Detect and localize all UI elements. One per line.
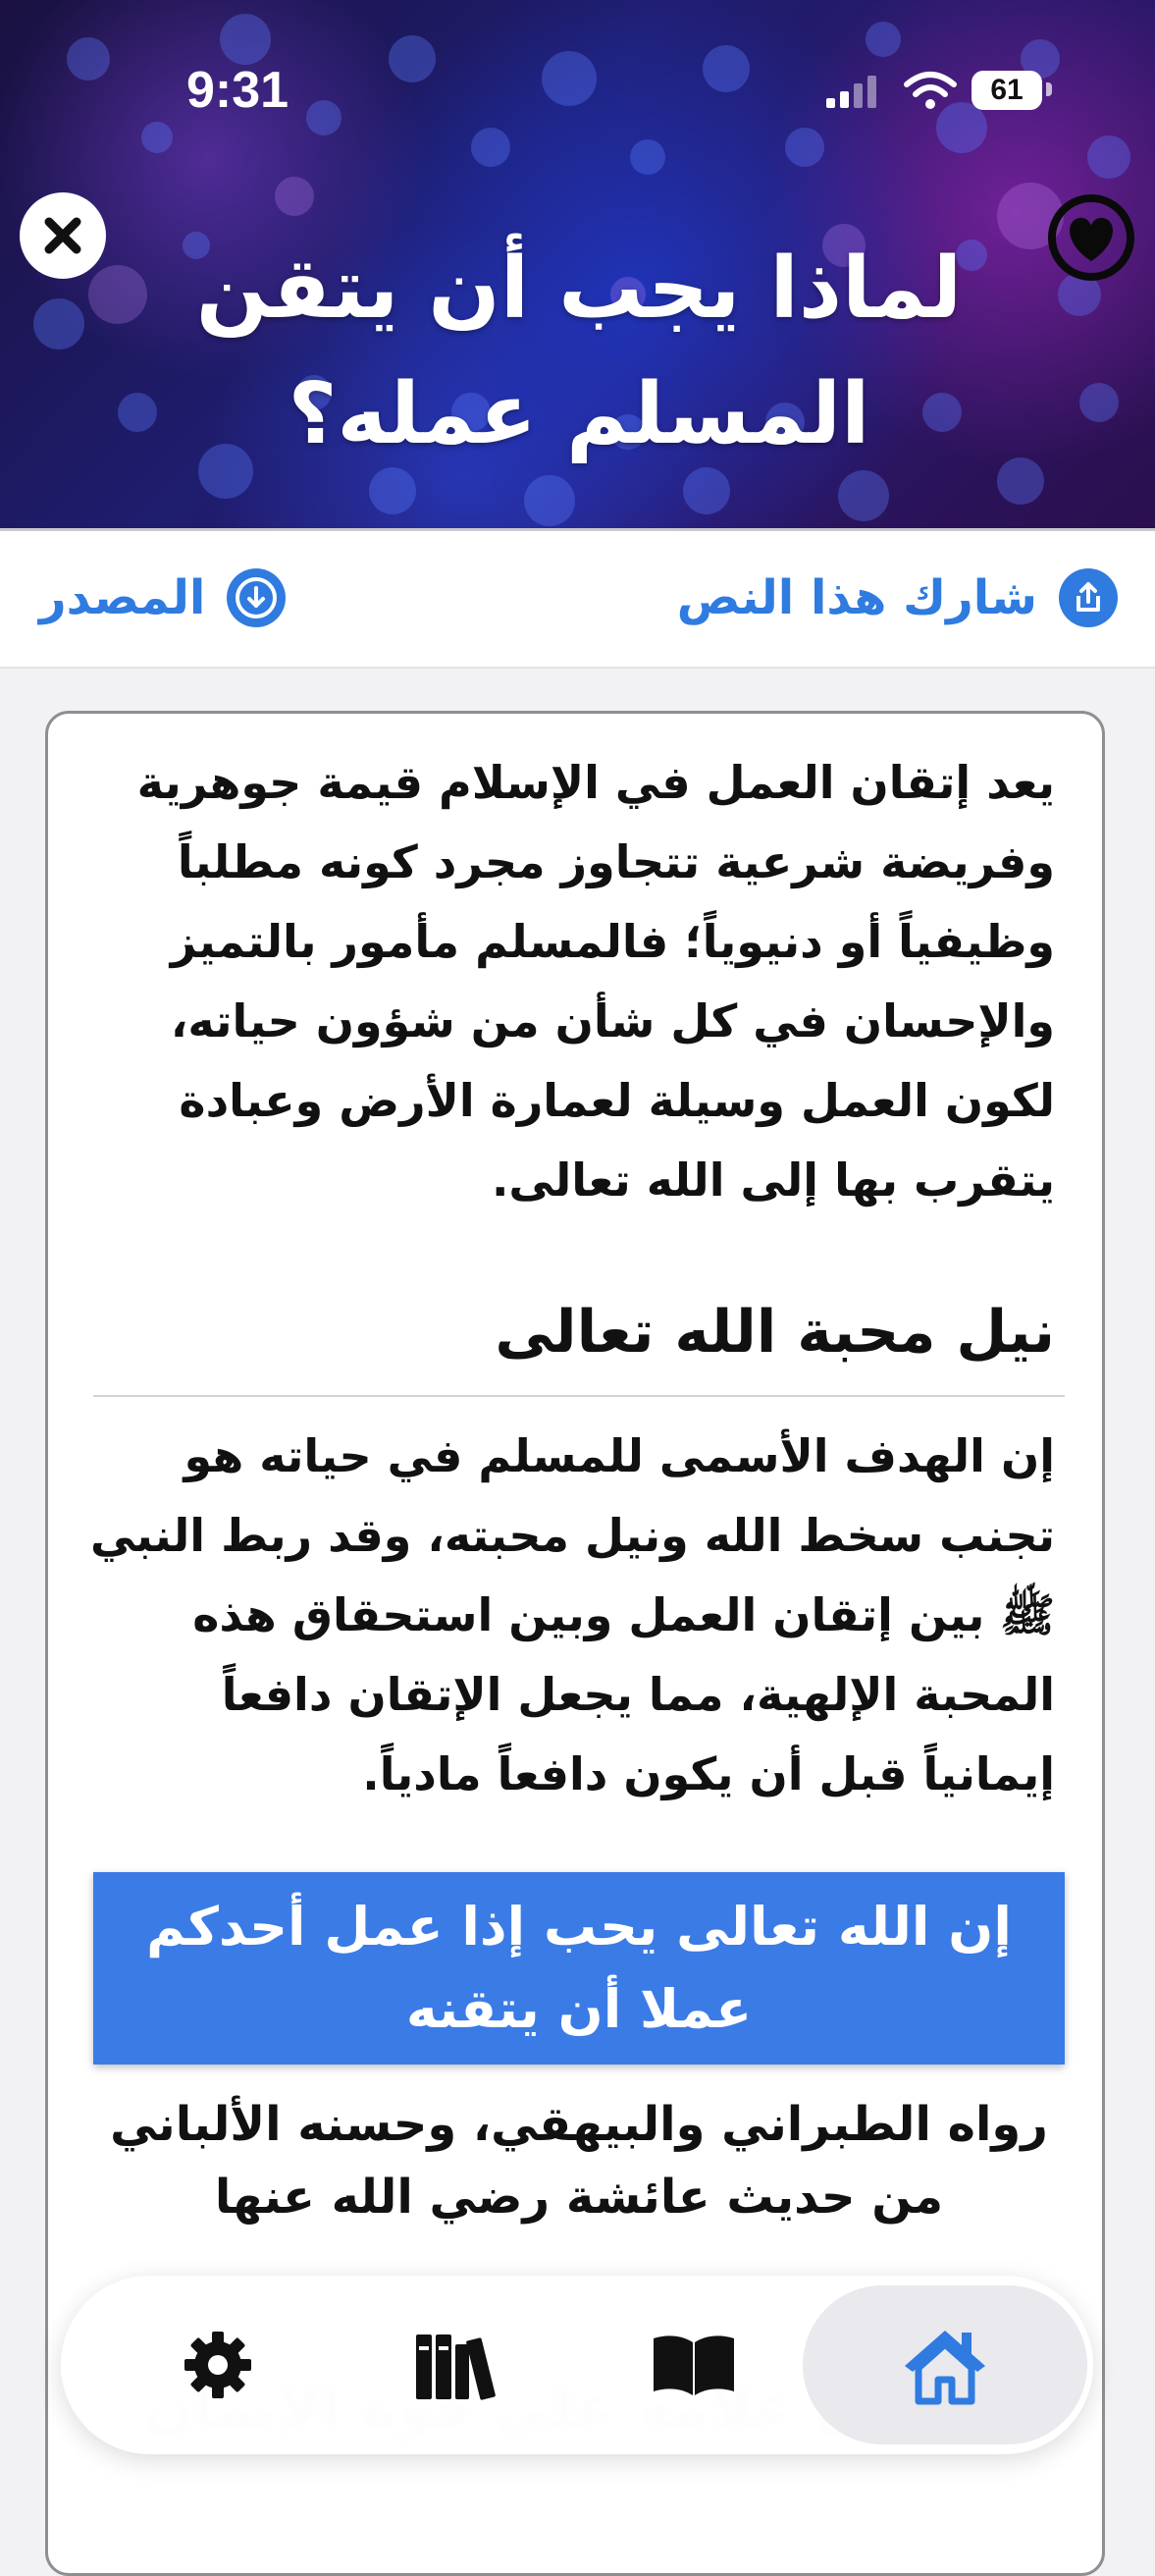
section-paragraph: إن الهدف الأسمى للمسلم في حياته هو تجنب سخط الله ونيل محبته، وقد ربط النبي ﷺ بين إتقان العمل وبين استحقاق هذه المحبة الإلهية، مما يجعل الإتقان دافعاً إيمانياً قبل أن يكون دافعاً مادياً. bbox=[89, 1429, 1055, 1800]
bottom-navigation bbox=[61, 2276, 1093, 2454]
share-icon bbox=[1057, 566, 1120, 629]
status-icons bbox=[824, 69, 1060, 116]
heart-icon bbox=[1044, 190, 1138, 285]
gear-icon bbox=[181, 2328, 255, 2402]
section-divider bbox=[93, 1395, 1065, 1397]
nav-library[interactable] bbox=[394, 2276, 522, 2454]
cellular-signal-icon bbox=[824, 73, 883, 112]
download-circle-icon bbox=[225, 566, 288, 629]
wifi-icon bbox=[903, 69, 958, 112]
hadith-citation: رواه الطبراني والبيهقي، وحسنه الألباني من حديث عائشة رضي الله عنها bbox=[110, 2097, 1048, 2225]
battery-level: 61 bbox=[971, 71, 1042, 110]
article-header bbox=[0, 0, 1155, 528]
share-text-button[interactable] bbox=[677, 566, 1120, 629]
nav-settings[interactable] bbox=[159, 2276, 277, 2454]
page-title: لماذا يجب أن يتقن المسلم عمله؟ bbox=[195, 240, 963, 463]
battery-tip bbox=[1046, 82, 1052, 96]
home-icon bbox=[901, 2325, 989, 2405]
share-label: شارك هذا النص bbox=[676, 570, 1037, 625]
favorite-button[interactable] bbox=[1044, 190, 1138, 285]
nav-home[interactable] bbox=[803, 2276, 1087, 2454]
status-time: 9:31 bbox=[185, 62, 289, 119]
intro-paragraph: يعد إتقان العمل في الإسلام قيمة جوهرية وفريضة شرعية تتجاوز مجرد كونه مطلباً وظيفياً أو دنيوياً؛ فالمسلم مأمور بالتميز والإحسان في كل شأن من شؤون حياته، لكون العمل وسيلة لعمارة الأرض وعبادة يتقرب بها إلى الله تعالى. bbox=[136, 756, 1055, 1207]
source-label: المصدر bbox=[39, 570, 206, 625]
books-icon bbox=[414, 2329, 502, 2401]
action-bar bbox=[0, 528, 1155, 669]
hadith-quote: إن الله تعالى يحب إذا عمل أحدكم عملا أن يتقنه bbox=[93, 1872, 1065, 2065]
source-button[interactable] bbox=[39, 566, 288, 629]
open-book-icon bbox=[650, 2331, 738, 2399]
close-icon bbox=[20, 192, 106, 279]
close-button[interactable] bbox=[20, 192, 106, 279]
section-heading: نيل محبة الله تعالى bbox=[495, 1298, 1055, 1367]
nav-reading[interactable] bbox=[630, 2276, 758, 2454]
